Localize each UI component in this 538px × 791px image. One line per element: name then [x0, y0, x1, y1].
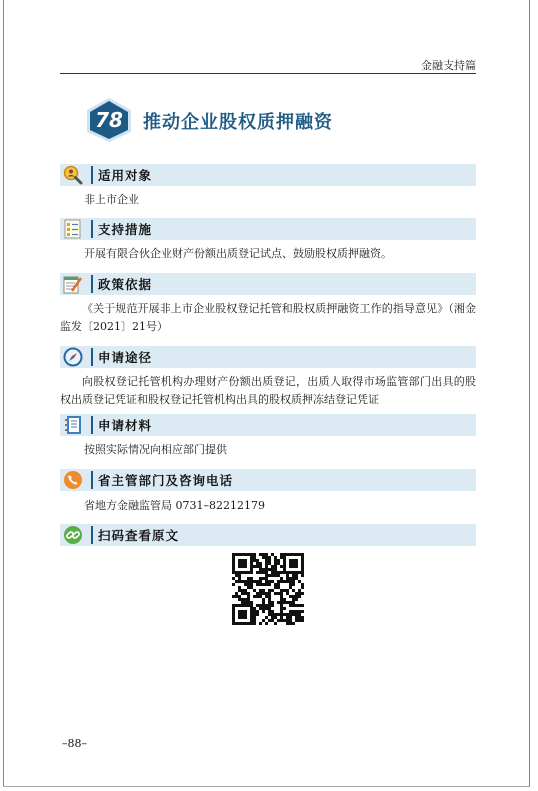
section-contact-content: 省地方金融监管局 0731–82212179	[84, 499, 265, 512]
magnifier-person-icon	[61, 164, 85, 186]
section-policy-header	[60, 273, 476, 295]
running-header: 金融支持篇	[421, 59, 476, 72]
section-contact-label: 省主管部门及咨询电话	[98, 473, 234, 488]
section-materials-label: 申请材料	[98, 418, 153, 433]
section-measures-header	[60, 218, 476, 240]
document-pen-icon	[61, 273, 85, 295]
qr-code[interactable]	[232, 553, 304, 625]
section-materials-header	[60, 414, 476, 436]
section-divider	[91, 348, 93, 366]
section-channel-label: 申请途径	[98, 350, 153, 365]
notebook-icon	[61, 414, 85, 436]
section-materials-content: 按照实际情况向相应部门提供	[84, 443, 227, 456]
link-icon	[61, 524, 85, 546]
section-divider	[91, 471, 93, 489]
section-target-label: 适用对象	[98, 168, 153, 183]
section-policy-label: 政策依据	[98, 277, 153, 292]
header-rule	[60, 73, 476, 74]
section-divider	[91, 220, 93, 238]
section-measures-content: 开展有限合伙企业财产份额出质登记试点、鼓励股权质押融资。	[84, 247, 392, 260]
section-policy-content: 《关于规范开展非上市企业股权登记托管和股权质押融资工作的指导意见》（湘金监发〔2021〕21号）	[60, 302, 476, 333]
section-channel-header	[60, 346, 476, 368]
section-divider	[91, 166, 93, 184]
item-number: 78	[95, 108, 123, 132]
section-scan-label: 扫码查看原文	[98, 528, 180, 543]
section-scan-header	[60, 524, 476, 546]
phone-icon	[61, 469, 85, 491]
checklist-icon	[61, 218, 85, 240]
compass-icon	[61, 346, 85, 368]
section-divider	[91, 275, 93, 293]
section-target-content: 非上市企业	[84, 193, 139, 206]
section-target-header	[60, 164, 476, 186]
page-number: –88–	[62, 737, 87, 750]
page-title: 推动企业股权质押融资	[143, 112, 333, 133]
section-channel-content: 向股权登记托管机构办理财产份额出质登记，出质人取得市场监管部门出具的股权出质登记凭证和股权登记托管机构出具的股权质押冻结登记凭证	[60, 375, 476, 406]
section-divider	[91, 526, 93, 544]
section-measures-label: 支持措施	[98, 222, 153, 237]
section-divider	[91, 416, 93, 434]
section-contact-header	[60, 469, 476, 491]
